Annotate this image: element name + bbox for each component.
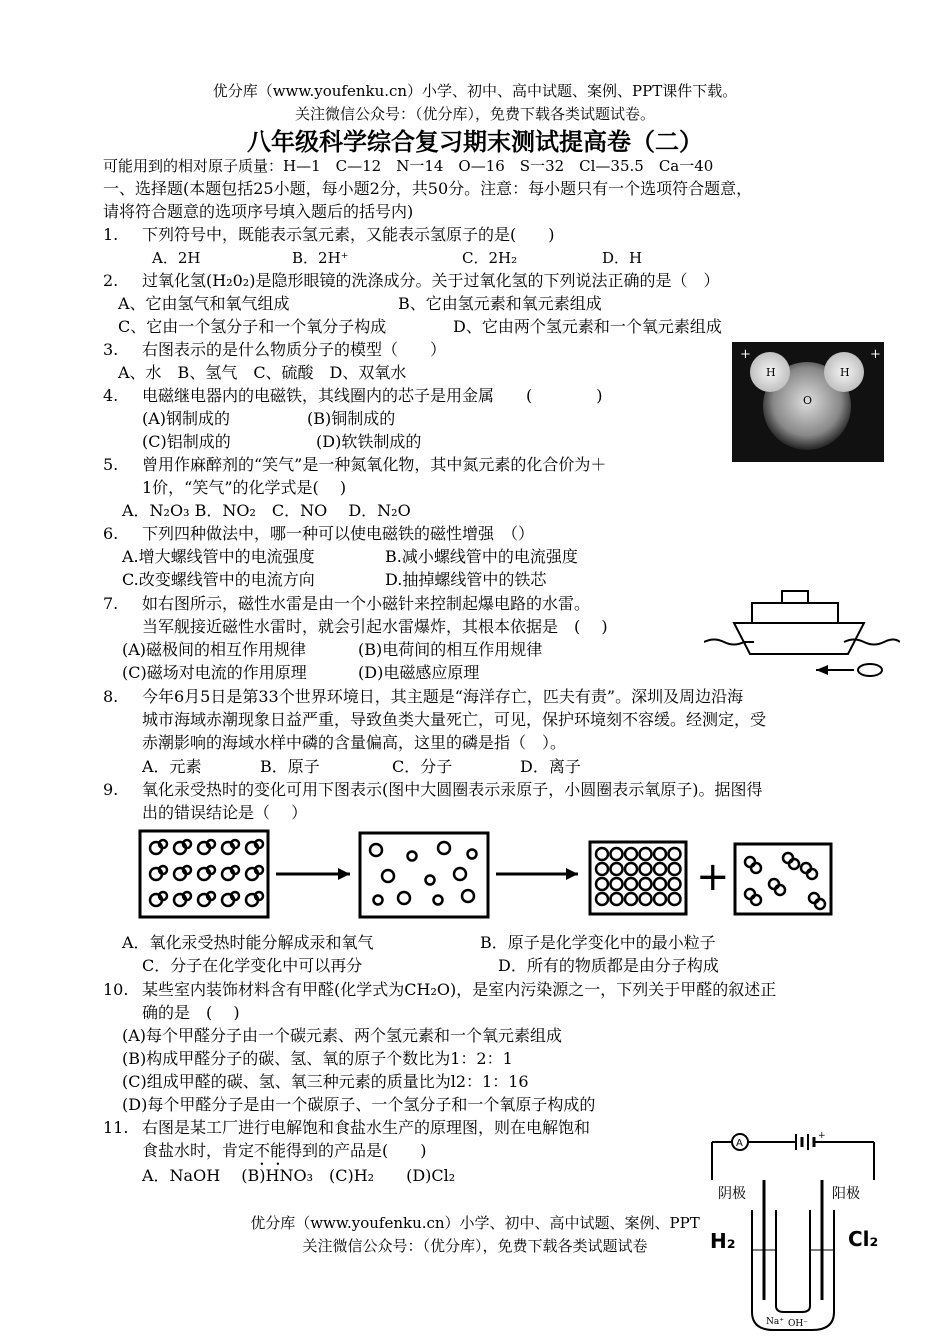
q8-option-a: A．元素	[142, 757, 202, 776]
q2-option-a: A、它由氢气和氧气组成	[118, 294, 290, 313]
mercury-atom	[654, 848, 666, 860]
oxygen-atom	[775, 885, 785, 895]
q4-stem: 电磁继电器内的电磁铁，其线圈内的芯子是用金属 ( )	[142, 386, 603, 405]
q4-option-a: (A)钢制成的	[142, 409, 231, 428]
mercury-atom	[596, 878, 608, 890]
q8-option-c: C．分子	[392, 757, 453, 776]
mercury-atom	[640, 893, 652, 905]
q9-option-a: A．氧化汞受热时能分解成汞和氧气	[122, 933, 374, 952]
q7-stem-1: 如右图所示，磁性水雷是由一个小磁针来控制起爆电路的水雷。	[142, 594, 591, 613]
mercury-atom	[611, 863, 623, 875]
mercury-oxide-decomposition-figure	[138, 828, 838, 920]
mercury-atom	[640, 878, 652, 890]
q7-number: 7.	[103, 594, 119, 613]
oxygen-atom	[426, 876, 435, 885]
oxygen-atom	[751, 895, 761, 905]
mercury-atom	[611, 848, 623, 860]
oxygen-atom	[255, 892, 263, 900]
oxygen-atom	[809, 893, 819, 903]
mercury-atom	[438, 842, 450, 854]
q4-option-d: (D)软铁制成的	[316, 432, 422, 451]
mercury-atom	[454, 868, 466, 880]
mercury-atom	[669, 878, 681, 890]
q10-number: 10.	[103, 980, 129, 999]
oxygen-atom	[751, 863, 761, 873]
q2-option-c: C、它由一个氢分子和一个氧分子构成	[118, 317, 387, 336]
oxygen-atom	[159, 840, 167, 848]
hydrogen-label: H₂	[710, 1229, 736, 1253]
q8-stem-1: 今年6月5日是第33个世界环境日，其主题是“海洋存亡，匹夫有责”。深圳及周边沿海	[142, 687, 744, 706]
mercury-atom	[370, 844, 382, 856]
q11-stem-1: 右图是某工厂进行电解饱和食盐水生产的原理图，则在电解饱和	[142, 1118, 591, 1137]
mercury-atom	[654, 893, 666, 905]
plus-sign: +	[696, 854, 730, 900]
svg-text:H: H	[766, 366, 776, 379]
q5-stem-2: 1价，“笑气”的化学式是( )	[142, 478, 347, 497]
q5-options: A．N₂O₃ B．NO₂ C．NO D．N₂O	[122, 501, 411, 520]
q4-option-b: (B)铜制成的	[307, 409, 396, 428]
mercury-atom	[596, 848, 608, 860]
footer-line-2: 关注微信公众号：（优分库），免费下载各类试题试卷	[302, 1237, 648, 1255]
q6-number: 6.	[103, 524, 119, 543]
q3-stem: 右图表示的是什么物质分子的模型（ ）	[142, 340, 447, 359]
arrow-1	[338, 868, 350, 880]
svg-text:OH⁻: OH⁻	[788, 1319, 808, 1329]
q7-option-d: (D)电磁感应原理	[358, 663, 480, 682]
arrow-2	[566, 868, 578, 880]
q4-number: 4.	[103, 386, 119, 405]
mercury-atom	[625, 863, 637, 875]
oxygen-atom	[815, 899, 825, 909]
footer-line-1: 优分库（www.youfenku.cn）小学、初中、高中试题、案例、PPT	[250, 1214, 700, 1232]
oxygen-atom	[434, 896, 443, 905]
q10-option-d: (D)每个甲醛分子是由一个碳原子、一个氢分子和一个氧原子构成的	[122, 1095, 596, 1114]
svg-text:+: +	[740, 347, 751, 362]
svg-text:Na⁺: Na⁺	[766, 1317, 784, 1327]
q1-stem: 下列符号中，既能表示氢元素，又能表示氢原子的是( )	[142, 225, 555, 244]
q2-number: 2.	[103, 271, 119, 290]
mercury-atom	[654, 863, 666, 875]
q8-number: 8.	[103, 687, 119, 706]
q6-option-b: B.减小螺线管中的电流强度	[385, 547, 578, 566]
oxygen-atom	[374, 896, 383, 905]
oxygen-atom	[231, 892, 239, 900]
oxygen-atom	[183, 866, 191, 874]
oxygen-atom	[183, 840, 191, 848]
molecule-model-figure	[732, 342, 884, 462]
q4-option-c: (C)铝制成的	[142, 432, 231, 451]
mercury-atom	[611, 878, 623, 890]
header-line-1: 优分库（www.youfenku.cn）小学、初中、高中试题、案例、PPT课件下载。	[212, 82, 738, 100]
mercury-atom	[669, 848, 681, 860]
oxygen-atom	[769, 879, 779, 889]
svg-text:A: A	[736, 1138, 743, 1149]
oxygen-atom	[207, 892, 215, 900]
q10-stem-1: 某些室内装饰材料含有甲醛(化学式为CH₂O)，是室内污染源之一，下列关于甲醛的叙述正	[142, 980, 777, 999]
q10-stem-2: 确的是 ( )	[142, 1003, 240, 1022]
mercury-atom	[462, 890, 474, 902]
oxygen-atom	[207, 840, 215, 848]
q1-number: 1.	[103, 225, 119, 244]
q9-stem-1: 氧化汞受热时的变化可用下图表示(图中大圆圈表示汞原子，小圆圈表示氧原子)。据图得	[142, 780, 763, 799]
oxygen-atom	[807, 869, 817, 879]
mercury-atom	[669, 893, 681, 905]
mercury-atom	[596, 893, 608, 905]
oxygen-atom	[255, 840, 263, 848]
svg-text:O: O	[803, 394, 813, 407]
q8-stem-2: 城市海域赤潮现象日益严重，导致鱼类大量死亡，可见，保护环境刻不容缓。经测定，受	[142, 710, 767, 729]
q10-option-a: (A)每个甲醛分子由一个碳元素、两个氢元素和一个氧元素组成	[122, 1026, 563, 1045]
oxygen-atom	[159, 892, 167, 900]
q8-option-b: B．原子	[260, 757, 320, 776]
oxygen-atom	[159, 866, 167, 874]
oxygen-atom	[745, 889, 755, 899]
q6-stem: 下列四种做法中，哪一种可以使电磁铁的磁性增强 （）	[142, 524, 535, 543]
cathode-label: 阴极	[718, 1186, 746, 1202]
q9-option-b: B．原子是化学变化中的最小粒子	[480, 933, 716, 952]
oxygen-atom	[183, 892, 191, 900]
anode-label: 阳极	[832, 1186, 860, 1202]
q2-option-d: D、它由两个氢元素和一个氧元素组成	[453, 317, 722, 336]
oxygen-atom	[789, 859, 799, 869]
q7-stem-2: 当军舰接近磁性水雷时，就会引起水雷爆炸，其根本依据是 ( )	[142, 617, 608, 636]
q7-option-b: (B)电荷间的相互作用规律	[358, 640, 543, 659]
q9-option-c: C．分子在化学变化中可以再分	[142, 956, 363, 975]
mercury-atom	[398, 892, 410, 904]
q7-option-c: (C)磁场对电流的作用原理	[122, 663, 307, 682]
oxygen-atom	[231, 866, 239, 874]
q1-option-c: C．2H₂	[462, 249, 518, 267]
q3-number: 3.	[103, 340, 119, 359]
oxygen-atom	[783, 853, 793, 863]
q11-stem-2: 食盐水时，肯定不能得到的产品是( )	[142, 1141, 427, 1160]
q8-stem-3: 赤潮影响的海域水样中磷的含量偏高，这里的磷是指（ ）。	[142, 733, 567, 752]
page-title: 八年级科学综合复习期末测试提高卷（二）	[247, 128, 703, 156]
q8-option-d: D．离子	[520, 757, 581, 776]
q5-stem-1: 曾用作麻醉剂的“笑气”是一种氮氧化物，其中氮元素的化合价为＋	[142, 455, 607, 474]
q1-option-b: B．2H⁺	[292, 249, 349, 267]
oxygen-atom	[408, 852, 417, 861]
mercury-atom	[625, 848, 637, 860]
q7-option-a: (A)磁极间的相互作用规律	[122, 640, 307, 659]
mercury-atom	[640, 863, 652, 875]
q9-stem-2: 出的错误结论是（ ）	[142, 803, 308, 822]
svg-text:H: H	[840, 366, 850, 379]
q10-option-c: (C)组成甲醛的碳、氢、氧三种元素的质量比为l2：1：16	[122, 1072, 529, 1091]
mercury-atom	[625, 878, 637, 890]
q2-option-b: B、它由氢元素和氧元素组成	[398, 294, 602, 313]
mercury-atom	[669, 863, 681, 875]
svg-text:+: +	[818, 1131, 826, 1141]
q9-number: 9.	[103, 780, 119, 799]
q1-option-d: D．H	[602, 249, 643, 267]
q9-option-d: D．所有的物质都是由分子构成	[498, 956, 719, 975]
q6-option-a: A.增大螺线管中的电流强度	[122, 547, 315, 566]
oxygen-atom	[801, 863, 811, 873]
q6-option-c: C.改变螺线管中的电流方向	[122, 570, 315, 589]
q5-number: 5.	[103, 455, 119, 474]
q6-option-d: D.抽掉螺线管中的铁芯	[385, 570, 547, 589]
svg-text:+: +	[870, 347, 881, 362]
atomic-masses: 可能用到的相对原子质量：H—1 C—12 N一14 O—16 S一32 Cl—35.5 Ca一40	[103, 157, 714, 175]
q11-number: 11.	[103, 1118, 129, 1137]
section-instructions-2: 请将符合题意的选项序号填入题后的括号内)	[103, 202, 414, 221]
oxygen-atom	[255, 866, 263, 874]
mercury-atom	[654, 878, 666, 890]
section-instructions-1: 一、选择题(本题包括25小题，每小题2分，共50分。注意：每小题只有一个选项符合题意，	[103, 179, 753, 198]
mercury-atom	[640, 848, 652, 860]
oxygen-atom	[745, 857, 755, 867]
q3-options: A、水 B、氢气 C、硫酸 D、双氧水	[118, 363, 407, 382]
header-line-2: 关注微信公众号：（优分库），免费下载各类试题试卷。	[294, 105, 655, 123]
oxygen-atom	[207, 866, 215, 874]
oxygen-atom	[468, 850, 477, 859]
q2-stem: 过氧化氢(H₂0₂)是隐形眼镜的洗涤成分。关于过氧化氢的下列说法正确的是（ ）	[142, 271, 720, 290]
oxygen-atom	[231, 840, 239, 848]
mercury-atom	[382, 870, 394, 882]
q10-option-b: (B)构成甲醛分子的碳、氢、氧的原子个数比为1：2：1	[122, 1049, 513, 1068]
mercury-atom	[625, 893, 637, 905]
q11-options: A．NaOH (B)HNO₃ (C)H₂ (D)Cl₂	[142, 1166, 456, 1185]
chlorine-label: Cl₂	[848, 1227, 879, 1251]
mercury-atom	[611, 893, 623, 905]
mercury-atom	[596, 863, 608, 875]
q1-option-a: A．2H	[152, 249, 201, 267]
warship-mine-figure	[704, 586, 900, 678]
